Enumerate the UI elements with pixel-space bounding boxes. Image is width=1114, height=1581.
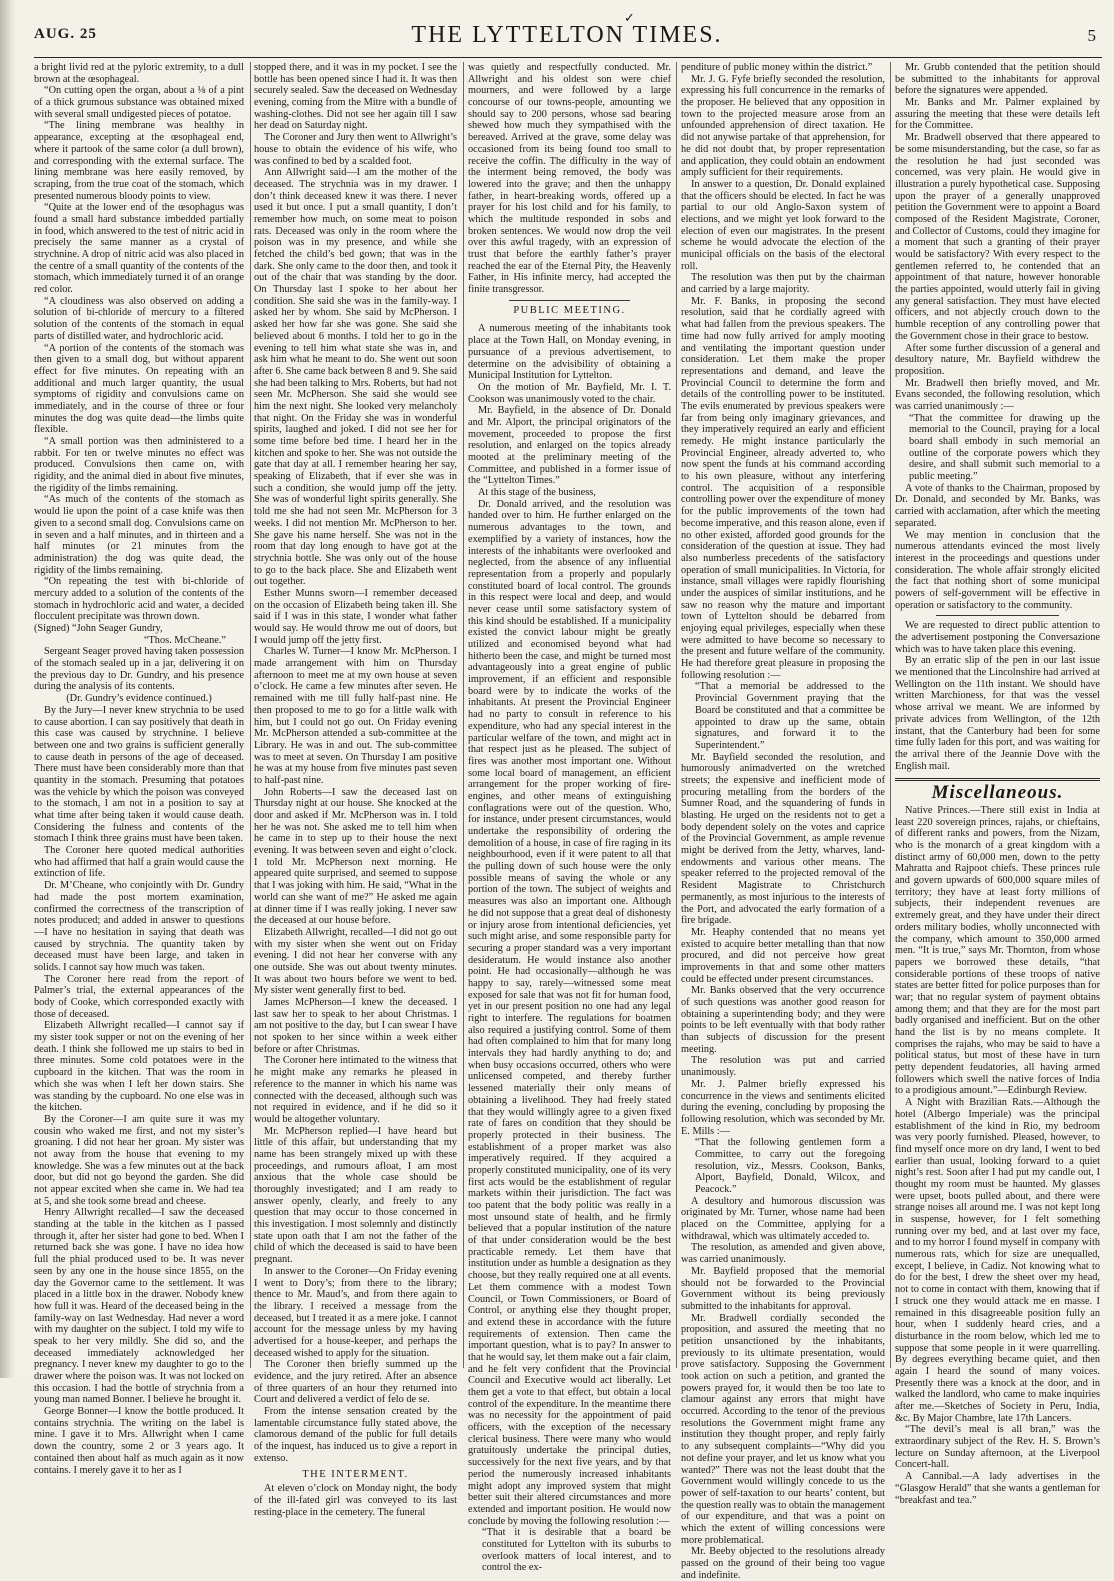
- paragraph: was quietly and respectfully conducted. Mr. Allwright and his oldest son were chief mourners, and were followed by a large concourse of our towns-people, amounting we should say to 200 persons, whose sad bearing shewed how much they sympathised with the bereaved. Arrived at the grave, some delay was occasioned from its being found too small to receive the coffin. The difficulty in the way of the interment being removed, the body was lowered into the grave; and then the unhappy father, in heart-breaking words, offered up a prayer for his lost child and for his family, to which the multitude responded in sobs and broken sentences. We would now drop the veil over this awful tragedy, with an expression of trust that before the earthly father’s prayer reached the ear of the Eternal Pity, the Heavenly Father, in His infinite mercy, had accepted the finite transgressor.: [468, 62, 671, 296]
- paragraph: “A small portion was then administered to a rabbit. For ten or twelve minutes no effect was produced. Convulsions then came on, with rigidity, and the animal died in about five minutes, the rigidity of the limbs remaining.: [34, 436, 244, 494]
- paragraph: We are requested to direct public attention to the advertisement postponing the Conversazione which was to have taken place this evening.: [895, 620, 1100, 655]
- paragraph: In answer to the Coroner—On Friday evening I went to Dory’s; from there to the library; thence to Mr. Maud’s, and from there again to the library. I received a message from the deceased, but I treated it as a mere joke. I cannot account for the message unless by my having advertised for a house-keeper, and perhaps the deceased wished to apply for the situation.: [254, 1265, 457, 1359]
- paragraph: “The devil’s meal is all bran,” was the extraordinary subject of the Rev. H. S. Brown’s lecture on Sunday afternoon, at the Liverpool Concert-hall.: [895, 1424, 1100, 1471]
- signature-line: (Signed) “John Seager Gundry,: [34, 623, 163, 634]
- paragraph: Mr. Banks observed that the very occurrence of such questions was another good reason for obtaining a superintending body; and they were points to be left eventually with that body rather than subjects of discussion for the present meeting.: [681, 985, 885, 1055]
- paragraph: Sergeant Seager proved having taken possession of the stomach sealed up in a jar, delivering it on the previous day to Dr. Gundry, and his presence during the analysis of its contents.: [34, 646, 244, 693]
- paragraph: “The lining membrane was healthy in appearance, excepting at the œsophageal end, where it partook of the same color (a dull brown), and corresponding with the external surface. The lining membrane was here easily removed, by scraping, from the true coat of the stomach, which presented numerous bloody points to view.: [34, 120, 244, 202]
- section-heading-public-meeting: PUBLIC MEETING.: [513, 304, 626, 316]
- column-3: [468, 62, 671, 1574]
- masthead: [34, 10, 1100, 56]
- section-heading-interment: THE INTERMENT.: [302, 1468, 409, 1480]
- section-note: (Dr. Gundry’s evidence continued.): [66, 693, 212, 705]
- paragraph: Dr. M’Cheane, who conjointly with Dr. Gundry had made the post mortem examination, confirmed the correctness of the transcription of notes produced; and added in answer to questions—I have no hesitation in saying that death was caused by strychnia. The quantity taken by deceased must have been large, and taken in solids. I cannot say how much was taken.: [34, 880, 244, 973]
- paragraph: George Bonner—I know the bottle produced. It contains strychnia. The writing on the label is mine. I gave it to Mrs. Allwright when I came down the country, some 2 or 3 years ago. It contained then about half as much again as it now contains. I merely gave it to her as I: [34, 1406, 244, 1476]
- column-5: [895, 62, 1101, 1506]
- paragraph: Mr. Bayfield seconded the resolution, and humorously animadverted on the wretched streets; the expensive and inefficient mode of procuring metalling from the borders of the Sumner Road, and the squandering of funds in blasting. He urged on the residents not to get a body dependent solely on the votes and caprice of the Provincial Government, as ample revenue might be derived from the Jetty, wharves, land-endowments and various other means. The speaker referred to the projected removal of the Resident Magistrate to Christchurch permanently, as most injurious to the interests of the Port, and advocated the early formation of a fire brigade.: [681, 751, 885, 927]
- paragraph: Mr. Banks and Mr. Palmer explained by assuring the meeting that these were details left for the Committee.: [895, 97, 1100, 132]
- section-divider: [539, 319, 600, 320]
- paragraph: Mr. Bradwell then briefly moved, and Mr. Evans seconded, the following resolution, which was carried unanimously :—: [895, 377, 1100, 412]
- paragraph: Mr. Beeby objected to the resolutions already passed on the ground of their being too vague and indefinite.: [681, 1546, 885, 1581]
- column-2: [254, 62, 458, 1518]
- resolution-quote: “That the following gentlemen form a Committee, to carry out the foregoing resolution, viz., Messrs. Cookson, Banks, Alport, Bayfield, Donald, Wilcox, and Peacock.”: [695, 1137, 885, 1195]
- paragraph: The Coroner then briefly summed up the evidence, and the jury retired. After an absence of three quarters of an hour they returned into Court and delivered a verdict of felo de se.: [254, 1359, 457, 1406]
- paragraph: From the intense sensation created by the lamentable circumstance fully stated above, the clamorous demand of the public for full details of the inquest, has induced us to give a report in extenso.: [254, 1406, 457, 1464]
- paragraph: Mr. McPherson replied—I have heard but little of this affair, but understanding that my name has been strangely mixed up with these proceedings, and rumours afloat, I am most anxious that the whole case should be thoroughly investigated; and I am ready to answer openly, clearly, and freely to any question that may occur to those concerned in this investigation. I most solemnly and distinctly state upon oath that I am not the father of the child of which the deceased is said to have been pregnant.: [254, 1125, 457, 1266]
- paragraph: penditure of public money within the district.”: [681, 62, 873, 73]
- column-1: [34, 62, 244, 1476]
- paragraph: Mr. F. Banks, in proposing the second resolution, said that he cordially agreed with what had fallen from the previous speakers. The time had now fully arrived for amply mooting and ventilating the important question under consideration. Let them make the proper representations and demand, and leave the Provincial Council to determine the form and details of the controlling power to be instituted. The evils enumerated by previous speakers were far from being only imaginary grievances, and they imperatively required an early and efficient remedy. He might instance particularly the Provincial Engineer, already adverted to, who now spent the funds at his command according to his own pleasure, without any interfering control. The acquisition of a responsible controlling power over the expenditure of money for the public improvements of the town had become imperative, and this reason alone, even if no other existed, afforded good grounds for the consideration of the question at issue. They had also numberless precedents of the satisfactory operation of small municipalities. In Victoria, for instance, small villages were rapidly flourishing under the auspices of similar institutions, and he saw no reason why the mature and important town of Lyttelton should be debarred from enjoying equal privileges, especially when these were admitted to have become so necessary to the present and future welfare of the community. He had therefore great pleasure in proposing the following resolution :—: [681, 295, 885, 681]
- section-divider: [509, 300, 631, 301]
- newspaper-title: THE LYTTELTON TIMES.: [411, 22, 723, 48]
- paragraph: Henry Allwright recalled—I saw the deceased standing at the table in the kitchen as I passed through it, after her sister had gone to bed. When I returned back she was gone. I have no idea how full the phial produced used to be. It was never seen by any one in the house since 1855, on the day the Governor came to the settlement. It was placed in a little box in the drawer. Nobody knew how full it was. Heard of the deceased being in the family-way on last Wednesday. Had never a word with my daughter on the subject. I told my wife to speak to her very mildly. She did so, and the deceased immediately acknowledged her pregnancy. I never knew my daughter to go to the drawer where the poison was. It was not locked on this occasion. I had the bottle of strychnia from a young man named Bonner. I believe he brought it.: [34, 1207, 244, 1406]
- section-divider: [936, 615, 1059, 616]
- paragraph: By the Jury—I never knew strychnia to be used to cause abortion. I can say positively that death in this case was caused by strychnine. I believe between one and two grains is sufficient generally to cause death in persons of the age of deceased. There must have been considerably more than that quantity in the stomach. Presuming that potatoes was the vehicle by which the poison was conveyed to the stomach, I am not in a position to say at what time after being taken it would cause death. Considering the fulness and contents of the stomach I think three grains must have been taken.: [34, 704, 244, 845]
- paragraph: Mr. Bradwell observed that there appeared to be some misunderstanding, but the case, so far as the resolution he had just seconded was concerned, was very plain. He would give in illustration a purely hypothetical case. Supposing upon the prayer of a generally unapproved petition the Government were to appoint a Board composed of the Resident Magistrate, Coroner, and Collector of Customs, could they imagine for a moment that such a granting of their prayer would be satisfactory? With every respect to the gentlemen referred to, he contended that an appointment of that nature, however honorable the parties appointed, would utterly fail in giving any general satisfaction. They must have elected officers, and not abjectly crouch down to the humble reception of any controlling power that the Government chose in their grace to bestow.: [895, 132, 1100, 342]
- section-heading-miscellaneous: Miscellaneous.: [931, 782, 1064, 804]
- paragraph: Mr. Heaphy contended that no means yet existed to acquire better metalling than that now procured, and did not perceive how great improvements in that and some other matters could be effected under present circumstances.: [681, 926, 885, 985]
- resolution-quote: “That a memorial be addressed to the Provincial Government praying that the Board be constituted and that a committee be appointed to draw up the same, obtain signatures, and forward it to the Superintendent.”: [695, 681, 885, 751]
- paragraph: “A portion of the contents of the stomach was then given to a small dog, but without apparent effect for five minutes. On repeating with an additional and much larger quantity, the usual symptoms of rigidity and convulsions came on immediately, and in the course of three or four minutes the dog was quite dead—the limbs quite flexible.: [34, 342, 244, 436]
- paragraph: On the motion of Mr. Bayfield, Mr. I. T. Cookson was unanimously voted to the chair.: [468, 381, 671, 405]
- resolution-quote: “That it is desirable that a board be constituted for Lyttelton with its suburbs to overlook matters of local interest, and to control the ex-: [482, 1527, 671, 1574]
- paragraph: “On repeating the test with bi-chloride of mercury added to a solution of the contents of the stomach in hydrochloric acid and water, a decided flocculent precipitate was thrown down.: [34, 576, 244, 623]
- section-divider: [895, 778, 1100, 781]
- paragraph: James McPherson—I knew the deceased. I last saw her to speak to her about Christmas. I am not positive to the day, but I can swear I have not spoken to her since within a week either before or after Christmas.: [254, 997, 457, 1055]
- paragraph: Native Princes.—There still exist in India at least 220 sovereign princes, rajahs, or chieftains, of different ranks and powers, from the Nizam, who is the monarch of a great kingdom with a distinct army of 60,000 men, down to the petty Mahratta and Rajpoot chiefs. These princes rule and govern upwards of 600,000 square miles of territory; they have at least forty millions of subjects, their independent revenues are extremely great, and they have under their direct orders military bodies, wholly unconnected with the company, which amount to 350,000 armed men. “It is true,” says Mr. Thornton, from whose papers we borrowed these details, “that considerable portions of these troops of native states are better fitted for police purposes than for war; that no regular system of payment obtains among them; and that they are for the most part badly organised and inefficient. But on the other hand the list is by no means complete. It comprises the rajahs, who may be said to have a political status, but most of these have in turn petty dependent feudatories, all having armed followers which swell the native forces of India to a prodigious amount.”—Edinburgh Review.: [895, 804, 1100, 1097]
- paragraph: Elizabeth Allwright recalled—I cannot say if my sister took supper or not on the evening of her death. I think she followed me up stairs to bed in three minutes. Some cold potatoes were in the cupboard in the kitchen. That was the room in which she was when I left her down stairs. She was standing by the cupboard. No one else was in the kitchen.: [34, 1020, 244, 1114]
- article-columns: [34, 62, 1102, 1581]
- paragraph: A Cannibal.—A lady advertises in the “Glasgow Herald” that she wants a gentleman for “breakfast and tea.”: [895, 1471, 1100, 1506]
- paragraph: The Coroner here intimated to the witness that he might make any remarks he pleased in reference to the manner in which his name was connected with the deceased, although such was not required in evidence, and if he did so it would be altogether voluntary.: [254, 1055, 457, 1125]
- paragraph: Mr. Bayfield, in the absence of Dr. Donald and Mr. Alport, the principal originators of the movement, proceeded to propose the first resolution, and enlarged on the topics already mooted at the preliminary meeting of the Committee, and published in a former issue of the “Lyttelton Times.”: [468, 405, 671, 487]
- paragraph: Mr. Grubb contended that the petition should be submitted to the inhabitants for approval before the signatures were appended.: [895, 62, 1100, 97]
- paragraph: Mr. Bradwell cordially seconded the proposition, and assured the meeting that no petition unsanctioned by the inhabitants, previously to its ultimate presentation, would prove satisfactory. Supposing the Government took action on such a petition, and granted the powers prayed for, it would then be too late to clamour against any errors that might have occurred. According to the tenor of the previous resolutions the Government might frame any institution they thought proper, and reply fairly to any subsequent complaints—“Why did you not define your prayer, and let us know what you wanted?” There was not the least doubt that the Government would willingly concede to us the power of self-taxation to our hearts’ content, but the question really was to obtain the management of our expenditure, and that was a point on which the extent of willing concessions were more problematical.: [681, 1312, 885, 1546]
- paragraph: Esther Munns sworn—I remember deceased on the occasion of Elizabeth being taken ill. She said if I was in this state, I wonder what father would say. He would throw me out of doors, but I would jump off the jetty first.: [254, 587, 457, 646]
- paragraph: “Quite at the lower end of the œsophagus was found a small hard substance imbedded partially in food, which answered to the test of nitric acid in precisely the same manner as a crystal of strychnine. A drop of nitric acid was also placed in the centre of a small quantity of the contents of the stomach, which immediately turned it of an orange red color.: [34, 202, 244, 296]
- paragraph: The Coroner here read from the report of Palmer’s trial, the external appearances of the body of Cooke, which corresponded exactly with those of deceased.: [34, 973, 244, 1020]
- paragraph: At this stage of the business,: [478, 487, 596, 499]
- check-mark-icon: ✓: [624, 10, 635, 25]
- paragraph: We may mention in conclusion that the numerous attendants evinced the most lively interest in the proceedings and questions under consideration. The whole affair strongly elicited the fact that nothing short of some municipal powers of self-government will be effective in operation or satisfactory to the community.: [895, 529, 1100, 611]
- paragraph: “As much of the contents of the stomach as would lie upon the point of a case knife was then given to a second small dog. Convulsions came on in seven and a half minutes, and in thirteen and a half minutes (or 21 minutes from the administration) the dog was quite dead, the rigidity of the limbs remaining.: [34, 494, 244, 576]
- paragraph: Elizabeth Allwright, recalled—I did not go out with my sister when she went out on Friday evening. I did not hear her converse with any one outside. She was out about twenty minutes. It was about two hours before we went to bed. My sister went generally first to bed.: [254, 926, 457, 997]
- paragraph: A numerous meeting of the inhabitants took place at the Town Hall, on Monday evening, in pursuance of a previous advertisement, to determine on the advisibility of obtaining a Municipal Institution for Lyttelton.: [468, 323, 671, 382]
- column-4: [681, 62, 885, 1581]
- paragraph: Dr. Donald arrived, and the resolution was handed over to him. He further enlarged on the numerous advantages to the town, and exemplified by a variety of instances, how the interests of the inhabitants were overlooked and neglected, from the absence of any influential representation from a properly and popularly constituted board of local control. The grounds in this respect were local and deep, and would never cease until some satisfactory system of this kind should be established. If a municipality existed the convict labour might be greatly utilized and economised beyond what had hitherto been the case, and might be turned most advantageously into a great engine of public improvement, if an efficient and responsible board were by to indicate the works of the inhabitants. At present the Provincial Engineer had no party to consult in reference to his expenditure, who had any special interest in the particular welfare of the town, and might act in that respect just as he pleased. The subject of fires was another most important one. Without some local board of management, an efficient arrangement for the proper working of fire-engines, and other means of extinguishing conflagrations were out of the question. Who, for instance, under present circumstances, would undertake the responsibility of ordering the demolition of a house, in case of fire raging in its neighbourhood, even if it were patent to all that the pulling down of such house were the only possible means of saving the whole or any portion of the town. The subject of weights and measures was also an important one. Although he did not suppose that a great deal of dishonesty or injury arose from intentional deficiencies, yet such might arise, and some responsible party for securing a proper standard was a very important desideratum. He would instance also another point. He had occasionally—although he was happy to say, rarely—witnessed some meat exposed for sale that was not fit for human food, yet in our present position no one had any legal right to interfere. The regulations for boatmen also required a justifying control. Some of them had often complained to him that for many long intervals they had hardly anything to do; and when busy occasions occurred, others who were unlicensed competed, and thereby further lessened materially their only means of obtaining a livelihood. They had freely stated that they would willingly agree to a given fixed rate of fares on condition that they should be properly protected in their business. The establishment of a proper market was also imperatively required. If they acquired a properly constituted municipality, one of its very first acts would be the establishment of regular markets within their jurisdiction. The fact was too patent that the body politic was really in a most unsound state of health, and he firmly believed that a popular institution of the nature of that under consideration would be the best practicable remedy. Let them have that institution under as humble a designation as they choose, but they really required one at all events. Let them commence with a modest Town Council, or Town Commissioners, or Board of Control, or anything else they thought proper, and extend these in accordance with the future requirements of extension. Then came the important question, what is to pay? In answer to that he would say, let them make out a fair claim, and he felt very confident that the Provincial Council and Executive would act liberally. Let them get a vote to that effect, but obtain a local control of the expenditure. In the meantime there was no necessity for the appointment of paid officers, with the exception of the necessary clerical business. There were many who would gratuitously undertake the principal duties, successively for the next five years, and by that period the numerously increased inhabitants might adopt any improved system that might better suit their altered circumstances and more extended and important position. He would now conclude by moving the following resolution :—: [468, 498, 671, 1527]
- paragraph: The resolution, as amended and given above, was carried unanimously.: [681, 1242, 885, 1266]
- paragraph: By an erratic slip of the pen in our last issue we mentioned that the Lincolnshire had arrived at Wellington on the 11th instant. We should have written Marchioness, for that was the vessel whose arrival we meant. We are informed by private advices from Wellington, of the 12th instant, that the Canterbury had been for some time fully laden for this port, and was waiting for the arrival there of the Jeannie Dove with the English mail.: [895, 655, 1101, 772]
- paragraph: a bright livid red at the pyloric extremity, to a dull brown at the œsophageal.: [34, 62, 244, 85]
- page-number: 5: [1087, 26, 1096, 45]
- paragraph: John Roberts—I saw the deceased last on Thursday night at our house. She knocked at the door and asked if Mr. McPherson was in. I told her he was not. She asked me to tell him when he came in to step up to their house the next evening. It was between seven and eight o’clock. I told Mr. McPherson next morning. He appeared quite surprised, and seemed to suppose that I was joking with him. He said, “What in the world can she want of me?” He asked me again at dinner time if I was really joking. I never saw the deceased at our house before.: [254, 786, 457, 927]
- paragraph: At eleven o’clock on Monday night, the body of the ill-fated girl was conveyed to its last resting-place in the cemetery. The funeral: [254, 1483, 457, 1518]
- paragraph: By the Coroner—I am quite sure it was my cousin who waked me first, and not my sister’s groaning. I did not hear her groan. My sister was not away from the house that evening to my knowledge. She was a few minutes out at the back door, but did not go beyond the garden. She did not appear excited when she came in. We had tea at 5, and she took some bread and cheese.: [34, 1113, 244, 1207]
- paragraph: In answer to a question, Dr. Donald explained that the officers should be elected. In fact he was partial to our old Anglo-Saxon system of elections, and we might yet look forward to the election of even our magistrates. In the present scheme he would advocate the election of the municipal officials on the basis of the electoral roll.: [681, 178, 885, 272]
- paragraph: Mr. J. Palmer briefly expressed his concurrence in the views and sentiments elicited during the evening, concluding by proposing the following resolution, which was seconded by Mr. E. Mills :—: [681, 1078, 885, 1137]
- masthead-rule: [34, 57, 1102, 58]
- paragraph: “A cloudiness was also observed on adding a solution of bi-chloride of mercury to a filtered solution of the contents of the stomach in equal parts of distilled water, and hydrochloric acid.: [34, 295, 244, 342]
- paragraph: Charles W. Turner—I know Mr. McPherson. I made arrangement with him on Thursday afternoon to meet me at my own house at seven o’clock. He came a few minutes after seven. He remained with me till fully half-past nine. He then proposed to me to go for a little walk with him, but I could not go out. On Friday evening Mr. McPherson attended a sub-committee at the Library. He was in and out. The sub-committee was to meet at seven. On Thursday I am positive he was at my house from five minutes past seven to half-past nine.: [254, 646, 457, 786]
- paragraph: stopped there, and it was in my pocket. I see the bottle has been opened since I had it. It was then securely sealed. Saw the deceased on Wednesday evening, coming from the Mitre with a bundle of washing-clothes. Did not see her again till I saw her dead on Saturday night.: [254, 62, 457, 132]
- paragraph: After some further discussion of a general and desultory nature, Mr. Bayfield withdrew the proposition.: [895, 342, 1100, 377]
- paragraph: The resolution was then put by the chairman and carried by a large majority.: [681, 272, 885, 296]
- paragraph: A desultory and humorous discussion was originated by Mr. Turner, whose name had been placed on the Committee, applying for a withdrawal, which was ultimately acceded to.: [681, 1195, 885, 1242]
- paragraph: The resolution was put and carried unanimously.: [681, 1055, 885, 1079]
- paragraph: Mr. J. G. Fyfe briefly seconded the resolution, expressing his full concurrence in the remarks of the proposer. He believed that any opposition in town to the projected measure arose from an unfounded apprehension of direct taxation. He did not anywise partake of that apprehension, for he did not doubt that, by proper representation and application, they could obtain an endowment amply sufficient for their requirements.: [681, 73, 885, 179]
- paragraph: A Night with Brazilian Rats.—Although the hotel (Albergo Imperiale) was the principal establishment of the kind in Rio, my bedroom was very poorly furnished. Pleased, however, to find myself once more on dry land, I went to bed earlier than usual, looking forward to a quiet night’s rest. Soon after I had put my candle out, I thought my room must be haunted. My glasses were upset, boots pulled about, and there were strange noises all around me. I was not kept long in suspense, however, for I felt something running over my bed, and at last over my face, and to my horror I found myself in company with numerous rats, which for size are unequalled, except, I believe, in Cadiz. Not knowing what to do for the best, I drew the sheet over my head, not to come in contact with them, knowing that if I struck one they would attack me en masse. I remained in this disagreeable position fully an hour, when I suddenly heard cries, and a disturbance in the room below, which led me to suppose that some people in it were quarrelling. By degrees everything became quiet, and then again I heard the sound of many voices. Presently there was a knock at the door, and in walked the landlord, who came to make inquiries after me.—Sketches of Society in Peru, India, &c. By Major Chambre, late 17th Lancers.: [895, 1097, 1100, 1424]
- signature-line: “Thos. McCheane.”: [143, 634, 226, 646]
- paragraph: The Coroner and Jury then went to Allwright’s house to obtain the evidence of his wife, who was confined to bed by a scalded foot.: [254, 132, 457, 167]
- paragraph: Ann Allwright said—I am the mother of the deceased. The strychnia was in my drawer. I don’t think deceased knew it was there. I never used it but once. I put a small quantity, I don’t remember how much, on some meat to poison rats. Deceased was only in the room where the poison was in my presence, and while she fetched the child’s bed gown; that was in the dark. She only came to the door then, and took it out of the chair that was standing by the door. On Thursday last I spoke to her about her condition. She said she was in the family-way. I asked her by whom. She said by McPherson. I asked her how far she was gone. She said she believed about 6 months. I told her to go in the evening to tell him what state she was in, and ask him what he meant to do. She went out soon after 6. She came back between 8 and 9. She said she had been talking to Mrs. Roberts, but had not seen Mr. McPherson. She said she would see him the next night. She looked very melancholy that night. On the Friday she was in wonderful spirits, laughed and joked. I did not see her for some time before bed time. I heard her in the kitchen and spoke to her. She was not outside the gate that day at all. I remember hearing her say, speaking of Elizabeth, that if ever she was in such a condition, she would jump off the jetty. She was of wonderful light spirits generally. She told me she had not seen Mr. McPherson for 3 weeks. I did not mention Mr. McPherson to her. She gave his name herself. She was not in the room that day long enough to have got at the strychnia bottle. She was only out of the house to go to the back place. She and Elizabeth went out together.: [254, 167, 458, 588]
- paragraph: A vote of thanks to the Chairman, proposed by Dr. Donald, and seconded by Mr. Banks, was carried with acclamation, after which the meeting separated.: [895, 482, 1100, 529]
- paragraph: The Coroner here quoted medical authorities who had affirmed that half a grain would cause the extinction of life.: [34, 845, 244, 880]
- issue-date: AUG. 25: [34, 26, 97, 42]
- paragraph: Mr. Bayfield proposed that the memorial should not be forwarded to the Provincial Government without its being previously submitted to the inhabitants for approval.: [681, 1265, 885, 1312]
- paragraph: “On cutting open the organ, about a ⅛ of a pint of a thick grumous substance was obtained mixed with several small undigested pieces of potatoe.: [34, 85, 244, 120]
- resolution-quote: “That the committee for drawing up the memorial to the Council, praying for a local board shall embody in such memorial an outline of the corporate powers which they desire, and shall submit such memorial to a public meeting.”: [909, 412, 1100, 483]
